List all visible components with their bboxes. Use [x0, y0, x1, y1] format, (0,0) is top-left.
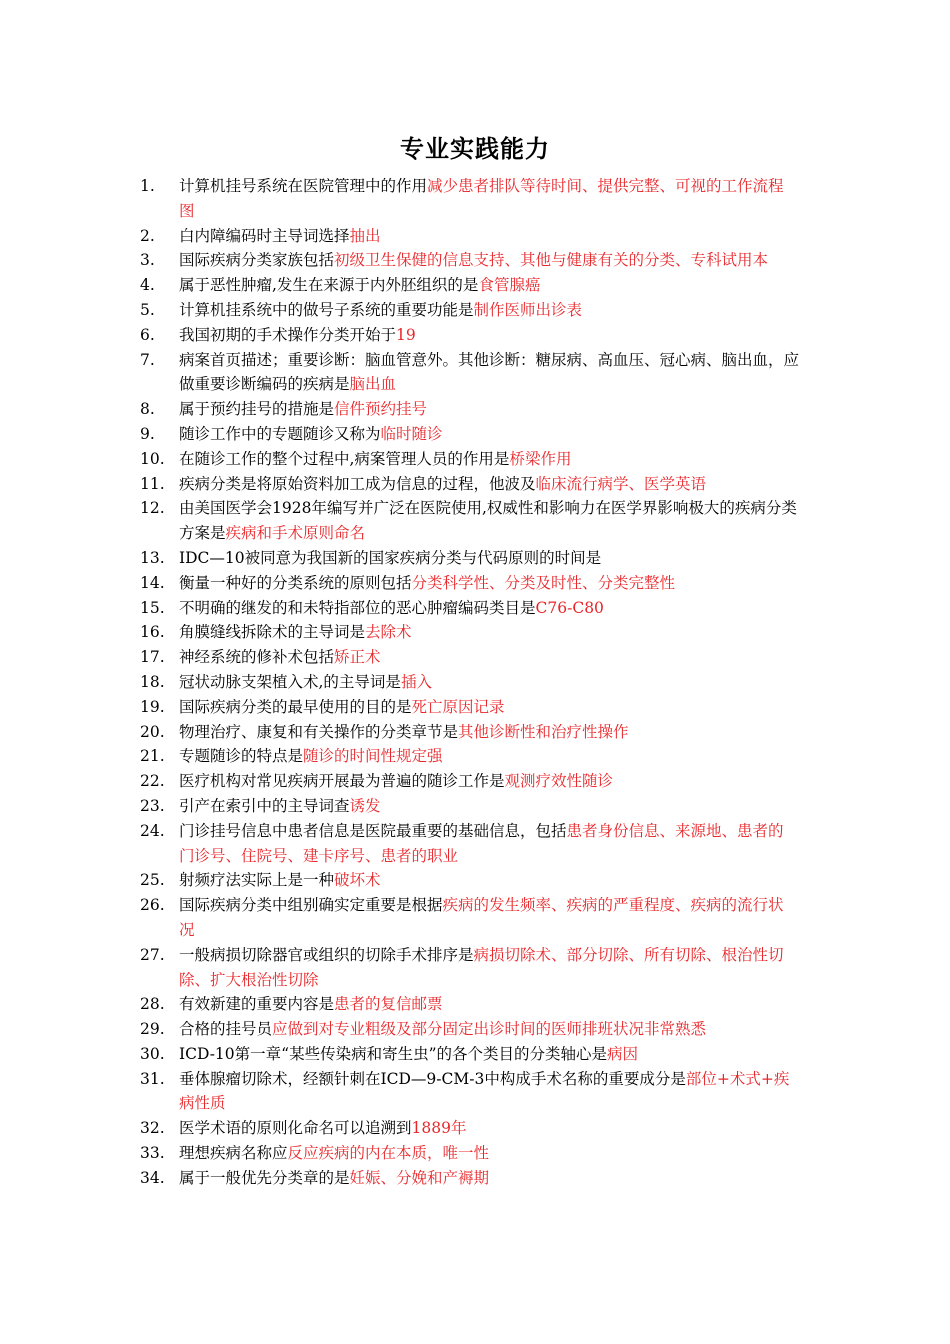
question-text: 疾病分类是将原始资料加工成为信息的过程，他波及: [179, 474, 536, 493]
question-list: [0, 174, 950, 1191]
item-number: 31.: [140, 1069, 165, 1088]
answer-text: 矫正术: [334, 648, 381, 667]
list-item: [0, 893, 799, 943]
answer-text: 观测疗效性随诊: [504, 772, 614, 791]
list-item: [0, 695, 799, 720]
question-text: 专题随诊的特点是: [179, 747, 304, 766]
answer-text: 临床流行病学、医学英语: [535, 474, 707, 493]
question-text: 国际疾病分类的最早使用的目的是: [179, 697, 412, 716]
list-item: [0, 323, 799, 348]
answer-text: 19: [396, 325, 416, 344]
answer-text: 插入: [400, 672, 432, 691]
question-text: 垂体腺瘤切除术，经额针刺在ICD—9-CM-3中构成手术名称的重要成分是: [179, 1069, 686, 1088]
answer-text: 桥梁作用: [509, 449, 572, 468]
question-text: 随诊工作中的专题随诊又称为: [179, 424, 381, 443]
question-text: 计算机挂号系统在医院管理中的作用: [179, 177, 428, 195]
list-item: [0, 546, 799, 571]
question-text: 衡量一种好的分类系统的原则包括: [179, 573, 412, 592]
answer-text: 死亡原因记录: [411, 697, 505, 716]
list-item: [0, 1042, 799, 1067]
item-number: 20.: [140, 722, 165, 741]
item-number: 18.: [140, 672, 165, 691]
question-text: 冠状动脉支架植入术,的主导词是: [179, 672, 401, 691]
item-number: 10.: [140, 449, 165, 468]
answer-text: 部位+术式+疾病性质: [179, 1069, 790, 1113]
question-text: 物理治疗、康复和有关操作的分类章节是: [179, 722, 459, 741]
question-text: 角膜缝线拆除术的主导词是: [179, 623, 366, 642]
list-item: [0, 670, 799, 695]
question-text: 属于恶性肿瘤,发生在来源于内外胚组织的是: [179, 276, 479, 295]
list-item: [0, 422, 799, 447]
list-item: [0, 472, 799, 497]
list-item: [0, 819, 799, 869]
question-text: 射频疗法实际上是一种: [179, 871, 335, 890]
question-text: 国际疾病分类中组别确实定重要是根据: [179, 896, 443, 915]
question-text: 有效新建的重要内容是: [179, 995, 335, 1014]
question-text: 神经系统的修补术包括: [179, 648, 335, 667]
question-text: 医学术语的原则化命名可以追溯到: [179, 1119, 412, 1138]
list-item: [0, 868, 799, 893]
list-item: [0, 620, 799, 645]
answer-text: 其他诊断性和治疗性操作: [458, 722, 629, 741]
answer-text: 制作医师出诊表: [473, 300, 583, 319]
answer-text: 脑出血: [349, 375, 397, 394]
question-text: 引产在索引中的主导词查: [179, 796, 350, 815]
list-item: [0, 571, 799, 596]
list-item: [0, 273, 799, 298]
item-number: 24.: [140, 821, 165, 840]
question-text: 属于预约挂号的措施是: [179, 400, 335, 419]
item-number: 7.: [140, 350, 155, 369]
list-item: [0, 1067, 799, 1117]
item-number: 25.: [140, 871, 165, 890]
item-number: 14.: [140, 573, 165, 592]
item-number: 21.: [140, 747, 165, 766]
answer-text: 反应疾病的内在本质，唯一性: [287, 1144, 490, 1163]
answer-text: 疾病的发生频率、疾病的严重程度、疾病的流行状况: [179, 896, 784, 939]
answer-text: C76-C80: [535, 598, 604, 617]
list-item: [0, 496, 799, 546]
answer-text: 病因: [607, 1044, 639, 1063]
list-item: [0, 992, 799, 1017]
item-number: 29.: [140, 1020, 165, 1039]
answer-text: 破坏术: [334, 871, 381, 890]
item-number: 13.: [140, 548, 165, 567]
item-number: 28.: [140, 995, 165, 1014]
answer-text: 病损切除术、部分切除、所有切除、根治性切除、扩大根治性切除: [179, 945, 784, 989]
answer-text: 食管腺癌: [478, 276, 541, 295]
list-item: [0, 943, 799, 993]
answer-text: 1889年: [411, 1119, 467, 1138]
list-item: [0, 720, 799, 745]
item-number: 11.: [140, 474, 165, 493]
item-number: 15.: [140, 598, 165, 617]
question-text: 病案首页描述；重要诊断：脑血管意外。其他诊断：糖尿病、高血压、冠心病、脑出血，应做重要诊断编码的疾病是: [179, 350, 800, 394]
question-text: 门诊挂号信息中患者信息是医院最重要的基础信息，包括: [179, 821, 567, 840]
list-item: [0, 744, 799, 769]
list-item: [0, 769, 799, 794]
answer-text: 患者身份信息、来源地、患者的门诊号、住院号、建卡序号、患者的职业: [179, 821, 784, 865]
question-text: 属于一般优先分类章的是: [179, 1168, 350, 1187]
item-number: 34.: [140, 1168, 165, 1187]
answer-text: 随诊的时间性规定强: [303, 747, 443, 766]
item-number: 5.: [140, 300, 155, 319]
list-item: [0, 1017, 799, 1042]
answer-text: 患者的复信邮票: [334, 995, 443, 1014]
item-number: 2.: [140, 226, 155, 245]
list-item: [0, 447, 799, 472]
list-item: [0, 1141, 799, 1166]
answer-text: 减少患者排队等待时间、提供完整、可视的工作流程图: [179, 177, 784, 220]
question-text: 计算机挂系统中的做号子系统的重要功能是: [179, 300, 474, 319]
item-number: 1.: [140, 177, 155, 195]
item-number: 6.: [140, 325, 155, 344]
item-number: 16.: [140, 623, 165, 642]
item-number: 23.: [140, 796, 165, 815]
question-text: 医疗机构对常见疾病开展最为普遍的随诊工作是: [179, 772, 505, 791]
answer-text: 疾病和手术原则命名: [225, 524, 366, 543]
item-number: 4.: [140, 276, 155, 295]
question-text: 在随诊工作的整个过程中,病案管理人员的作用是: [179, 449, 510, 468]
list-item: [0, 645, 799, 670]
question-text: ICD-10第一章“某些传染病和寄生虫”的各个类目的分类轴心是: [179, 1044, 608, 1063]
list-item: [0, 248, 799, 273]
page-title: 专业实践能力: [400, 135, 550, 163]
list-item: [0, 794, 799, 819]
question-text: 合格的挂号员: [179, 1020, 273, 1039]
item-number: 9.: [140, 424, 155, 443]
item-number: 19.: [140, 697, 165, 716]
answer-text: 抽出: [349, 226, 381, 245]
answer-text: 去除术: [365, 623, 412, 642]
item-number: 12.: [140, 499, 165, 518]
item-number: 27.: [140, 945, 165, 964]
list-item: [0, 348, 799, 398]
question-text: 理想疾病名称应: [179, 1144, 288, 1163]
answer-text: 初级卫生保健的信息支持、其他与健康有关的分类、专科试用本: [334, 251, 769, 270]
list-item: [0, 596, 799, 621]
item-number: 17.: [140, 648, 165, 667]
list-item: [0, 298, 799, 323]
question-text: 我国初期的手术操作分类开始于: [179, 325, 397, 344]
answer-text: 信件预约挂号: [334, 400, 428, 419]
list-item: [0, 1166, 799, 1191]
item-number: 8.: [140, 400, 155, 419]
answer-text: 分类科学性、分类及时性、分类完整性: [411, 573, 676, 592]
question-text: 由美国医学会1928年编写并广泛在医院使用,权威性和影响力在医学界影响极大的疾病分类方案是: [179, 499, 797, 543]
answer-text: 应做到对专业粗级及部分固定出诊时间的医师排班状况非常熟悉: [272, 1020, 707, 1039]
item-number: 3.: [140, 251, 155, 270]
list-item: [0, 224, 799, 249]
list-item: [0, 174, 799, 224]
item-number: 22.: [140, 772, 165, 791]
answer-text: 妊娠、分娩和产褥期: [349, 1168, 490, 1187]
item-number: 26.: [140, 896, 165, 915]
item-number: 33.: [140, 1144, 165, 1163]
question-text: 白内障编码时主导词选择: [179, 226, 350, 245]
item-number: 30.: [140, 1044, 165, 1063]
answer-text: 临时随诊: [380, 424, 443, 443]
question-text: 不明确的继发的和未特指部位的恶心肿瘤编码类目是: [179, 598, 536, 617]
list-item: [0, 397, 799, 422]
item-number: 32.: [140, 1119, 165, 1138]
question-text: IDC—10被同意为我国新的国家疾病分类与代码原则的时间是: [179, 548, 602, 567]
question-text: 一般病损切除器官或组织的切除手术排序是: [179, 945, 474, 964]
question-text: 国际疾病分类家族包括: [179, 251, 335, 270]
list-item: [0, 1116, 799, 1141]
answer-text: 诱发: [349, 796, 381, 815]
